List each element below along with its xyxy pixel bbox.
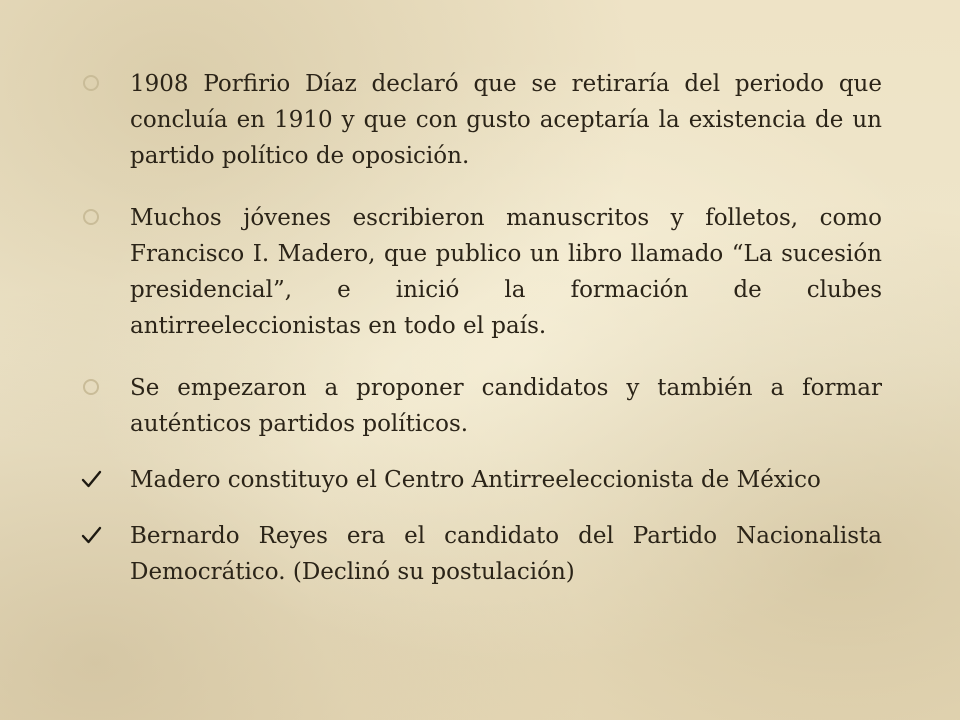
ring-bullet-icon [80,72,102,94]
checkmark-icon [80,524,102,546]
bullet-list [80,66,882,590]
checkmark-icon [80,468,102,490]
bullet-item [80,370,882,442]
bullet-text: 1908 Porfirio Díaz declaró que se retiraría del periodo que concluía en 1910 y que con gusto aceptaría la existencia de un partido político de oposición. [130,71,882,169]
bullet-text: Madero constituyo el Centro Antirreeleccionista de México [130,467,821,493]
ring-bullet-icon [80,206,102,228]
bullet-item [80,518,882,590]
bullet-item [80,66,882,174]
bullet-text: Bernardo Reyes era el candidato del Partido Nacionalista Democrático. (Declinó su postulación) [130,523,882,585]
bullet-item [80,200,882,344]
bullet-text: Se empezaron a proponer candidatos y también a formar auténticos partidos políticos. [130,375,882,437]
ring-bullet-icon [80,376,102,398]
bullet-item [80,462,882,498]
bullet-text: Muchos jóvenes escribieron manuscritos y folletos, como Francisco I. Madero, que publico un libro llamado “La sucesión presidencial”, e inició la formación de clubes antirreeleccionistas en todo el país. [130,205,882,339]
